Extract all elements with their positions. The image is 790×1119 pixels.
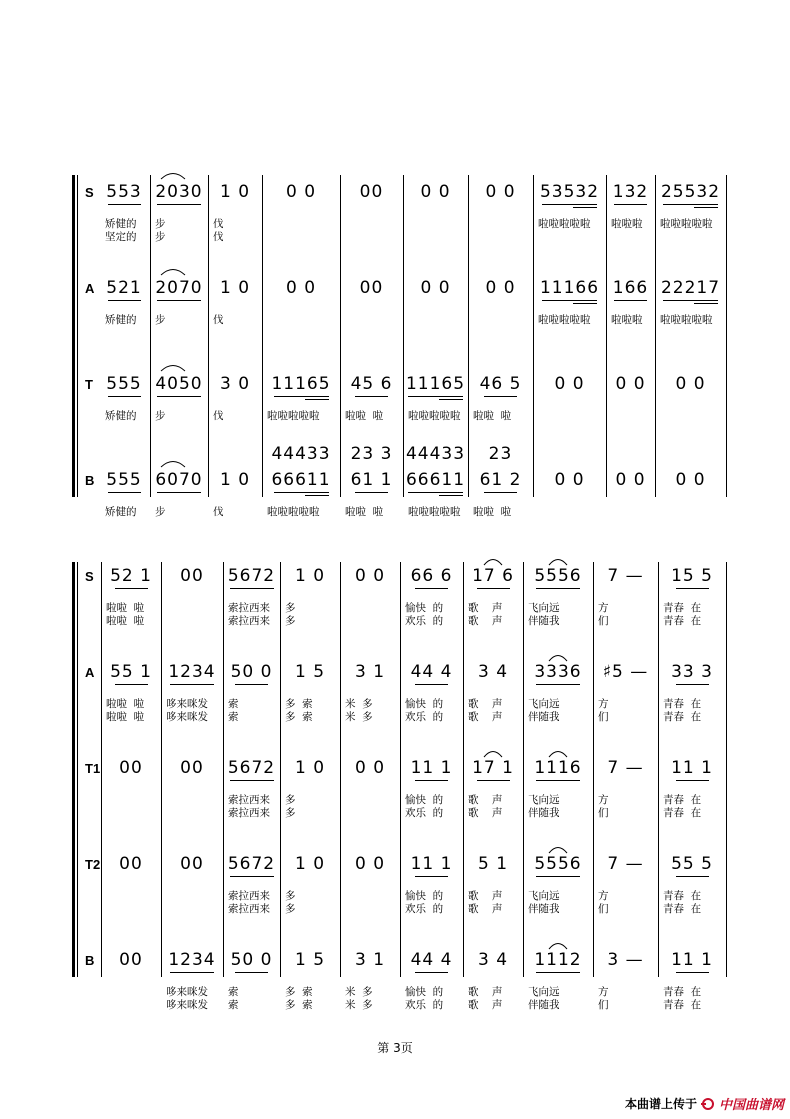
beam-line — [415, 876, 448, 877]
lyric: 啦啦 啦 啦啦 啦 — [106, 602, 145, 627]
measure-notes: 0 0 — [554, 470, 585, 490]
measure-notes: 4050 — [155, 374, 203, 394]
footer-text: 本曲谱上传于 — [624, 1097, 697, 1111]
slur-mark — [483, 748, 503, 758]
barline — [655, 175, 656, 497]
beam-line — [274, 396, 329, 397]
beam-line — [274, 492, 329, 493]
lyric: 伐 — [213, 506, 224, 518]
page-number: 第 3页 — [377, 1041, 413, 1055]
lyric: 米 多 米 多 — [345, 986, 373, 1011]
beam-line — [170, 972, 214, 973]
part-label: B — [85, 473, 95, 488]
beam-line — [484, 492, 517, 493]
measure-notes: 5672 — [227, 566, 276, 586]
slur-mark — [160, 266, 186, 276]
part-label: A — [85, 665, 95, 680]
beam-line — [439, 399, 463, 400]
measure-notes: 0 0 — [485, 182, 516, 202]
measure-notes: 00 — [119, 950, 143, 970]
barline — [463, 562, 464, 977]
lyric: 青春 在 青春 在 — [663, 890, 702, 915]
measure-notes: 5 1 — [477, 854, 509, 874]
beam-line — [542, 204, 597, 205]
system-bracket — [72, 562, 75, 977]
measure-notes: 3 1 — [354, 950, 386, 970]
measure-notes: 3 1 — [354, 662, 386, 682]
measure-notes: 0 0 — [285, 278, 317, 298]
lyric: 方 们 — [598, 890, 609, 915]
lyric: 歌 声 歌 声 — [468, 794, 503, 819]
slur-mark — [548, 652, 568, 662]
lyric: 米 多 米 多 — [345, 698, 373, 723]
beam-line — [305, 495, 329, 496]
lyric: 方 们 — [598, 602, 609, 627]
lyric: 啦啦啦啦啦 — [538, 218, 591, 230]
beam-line — [157, 204, 201, 205]
measure-notes: 0 0 — [675, 374, 706, 394]
lyric: 飞向远 伴随我 — [528, 794, 560, 819]
part-label: A — [85, 281, 95, 296]
lyric: 歌 声 歌 声 — [468, 698, 503, 723]
measure-notes: 11166 — [539, 278, 600, 298]
slur-mark — [160, 362, 186, 372]
measure-notes: 55 5 — [671, 854, 713, 874]
beam-line — [235, 684, 268, 685]
measure-notes: 11 1 — [410, 854, 453, 874]
measure-notes: 0 0 — [485, 278, 516, 298]
measure-notes: 3 4 — [477, 662, 509, 682]
lyric: 啦啦啦啦啦 — [267, 506, 320, 518]
lyric: 啦啦啦啦啦 — [408, 506, 461, 518]
measure-notes: 25532 — [660, 182, 721, 202]
lyric: 飞向远 伴随我 — [528, 986, 560, 1011]
lyric: 步 — [155, 410, 166, 422]
beam-line — [408, 396, 463, 397]
measure-notes: 0 0 — [285, 182, 317, 202]
lyric: 伐 — [213, 314, 224, 326]
measure-notes: 44 4 — [410, 662, 453, 682]
measure-notes: 2030 — [155, 182, 203, 202]
measure-notes: 1 5 — [294, 662, 326, 682]
measure-notes: 1 0 — [219, 182, 251, 202]
barline — [280, 562, 281, 977]
measure-notes: 0 0 — [354, 758, 386, 778]
slur-mark — [483, 556, 503, 566]
lyric: 飞向远 伴随我 — [528, 890, 560, 915]
measure-notes: 132 — [612, 182, 649, 202]
measure-notes: 1 0 — [219, 470, 251, 490]
barline — [208, 175, 209, 497]
beam-line — [115, 588, 148, 589]
barline — [606, 175, 607, 497]
beam-line — [170, 684, 214, 685]
measure-notes: 3 0 — [219, 374, 251, 394]
part-label: T1 — [85, 761, 101, 776]
beam-line — [536, 588, 580, 589]
site-footer — [625, 1094, 784, 1113]
measure-notes: 00 — [119, 758, 143, 778]
lyric: 哆来咪发 哆来咪发 — [166, 986, 208, 1011]
measure-notes: 00 — [359, 278, 384, 298]
beam-line — [355, 396, 388, 397]
beam-line — [230, 588, 274, 589]
measure-notes: 0 0 — [354, 854, 386, 874]
measure-notes: 1 0 — [219, 278, 251, 298]
lyric: 多 多 — [285, 794, 296, 819]
slur-mark — [548, 556, 568, 566]
lyric: 啦啦啦啦啦 — [408, 410, 461, 422]
beam-line — [408, 492, 463, 493]
site-logo-icon — [700, 1097, 716, 1111]
measure-notes: 7 — — [607, 854, 644, 874]
barline — [77, 175, 78, 497]
measure-notes: 11165 — [405, 374, 466, 394]
measure-notes: 11 1 — [671, 758, 713, 778]
measure-notes: 1112 — [534, 950, 582, 970]
measure-notes: 1 0 — [294, 758, 326, 778]
measure-notes: 66611 — [271, 470, 331, 490]
measure-notes: 555 — [106, 374, 142, 394]
lyric: 愉快 的 欢乐 的 — [405, 890, 444, 915]
lyric: 方 们 — [598, 794, 609, 819]
lyric: 愉快 的 欢乐 的 — [405, 794, 444, 819]
lyric: 伐 — [213, 410, 224, 422]
measure-notes: 3 — — [607, 950, 644, 970]
slur-mark — [548, 844, 568, 854]
measure-notes: 5672 — [227, 758, 276, 778]
lyric: 哆来咪发 哆来咪发 — [166, 698, 208, 723]
lyric: 索 索 — [228, 698, 239, 723]
beam-line — [108, 492, 141, 493]
measure-notes: 22217 — [660, 278, 721, 298]
measure-notes: 5556 — [534, 566, 582, 586]
measure-notes-upper: 23 — [488, 444, 513, 464]
measure-notes: 3 4 — [477, 950, 509, 970]
footer-brand[interactable]: 中国曲谱网 — [718, 1098, 784, 1113]
beam-line — [536, 780, 580, 781]
measure-notes: 17 1 — [472, 758, 514, 778]
lyric: 多 多 — [285, 602, 296, 627]
lyric: 啦啦啦 — [611, 314, 643, 326]
beam-line — [573, 303, 597, 304]
lyric: 青春 在 青春 在 — [663, 794, 702, 819]
measure-notes: 00 — [180, 854, 204, 874]
lyric: 啦啦 啦 — [345, 506, 384, 518]
measure-notes: 7 — — [607, 566, 644, 586]
lyric: 矫健的 — [105, 410, 137, 422]
measure-notes: 1 5 — [294, 950, 326, 970]
lyric: 索 索 — [228, 986, 239, 1011]
lyric: 愉快 的 欢乐 的 — [405, 698, 444, 723]
measure-notes: 44 4 — [410, 950, 453, 970]
lyric: 青春 在 青春 在 — [663, 698, 702, 723]
measure-notes: 0 0 — [354, 566, 386, 586]
beam-line — [230, 780, 274, 781]
beam-line — [355, 492, 388, 493]
lyric: 愉快 的 欢乐 的 — [405, 986, 444, 1011]
lyric: 多 索 多 索 — [285, 986, 313, 1011]
measure-notes: 0 0 — [615, 470, 646, 490]
beam-line — [542, 300, 597, 301]
barline — [593, 562, 594, 977]
lyric: 飞向远 伴随我 — [528, 602, 560, 627]
beam-line — [536, 684, 580, 685]
barline — [340, 562, 341, 977]
lyric: 多 多 — [285, 890, 296, 915]
part-label: B — [85, 953, 95, 968]
beam-line — [305, 399, 329, 400]
barline — [403, 175, 404, 497]
measure-notes: 0 0 — [554, 374, 585, 394]
lyric: 索拉西来 索拉西来 — [228, 602, 270, 627]
barline — [77, 562, 78, 977]
lyric: 索拉西来 索拉西来 — [228, 890, 270, 915]
beam-line — [663, 204, 718, 205]
lyric: 啦啦啦啦啦 — [538, 314, 591, 326]
beam-line — [477, 780, 510, 781]
beam-line — [614, 300, 647, 301]
part-label: T — [85, 377, 93, 392]
measure-notes-upper: 44433 — [271, 444, 331, 464]
beam-line — [235, 972, 268, 973]
beam-line — [676, 684, 709, 685]
measure-notes: 52 1 — [110, 566, 152, 586]
lyric: 啦啦 啦 — [473, 410, 512, 422]
measure-notes: 46 5 — [479, 374, 522, 394]
measure-notes: 555 — [106, 470, 142, 490]
barline — [533, 175, 534, 497]
lyric: 伐 伐 — [213, 218, 224, 243]
lyric: 多 索 多 索 — [285, 698, 313, 723]
measure-notes: 66611 — [405, 470, 466, 490]
part-label: T2 — [85, 857, 101, 872]
measure-notes: 00 — [180, 758, 204, 778]
slur-mark — [548, 940, 568, 950]
barline — [726, 562, 727, 977]
barline — [523, 562, 524, 977]
beam-line — [415, 972, 448, 973]
measure-notes: 1 0 — [294, 854, 326, 874]
lyric: 索拉西来 索拉西来 — [228, 794, 270, 819]
lyric: 啦啦啦啦啦 — [267, 410, 320, 422]
lyric: 啦啦啦 — [611, 218, 643, 230]
lyric: 歌 声 歌 声 — [468, 986, 503, 1011]
slur-mark — [548, 748, 568, 758]
measure-notes: 00 — [119, 854, 143, 874]
measure-notes: 6070 — [155, 470, 203, 490]
barline — [400, 562, 401, 977]
beam-line — [676, 588, 709, 589]
beam-line — [694, 303, 718, 304]
measure-notes: 45 6 — [350, 374, 393, 394]
barline — [161, 562, 162, 977]
beam-line — [115, 684, 148, 685]
beam-line — [676, 876, 709, 877]
lyric: 矫健的 — [105, 314, 137, 326]
beam-line — [108, 300, 141, 301]
measure-notes: 15 5 — [671, 566, 713, 586]
lyric: 步 步 — [155, 218, 166, 243]
measure-notes-upper: 44433 — [405, 444, 466, 464]
lyric: 步 — [155, 314, 166, 326]
beam-line — [108, 396, 141, 397]
barline — [223, 562, 224, 977]
measure-notes: 00 — [180, 566, 204, 586]
measure-notes: 2070 — [155, 278, 203, 298]
beam-line — [484, 396, 517, 397]
beam-line — [439, 495, 463, 496]
measure-notes: 0 0 — [615, 374, 646, 394]
measure-notes: 166 — [612, 278, 649, 298]
measure-notes: 50 0 — [230, 662, 273, 682]
beam-line — [663, 300, 718, 301]
slur-mark — [160, 458, 186, 468]
measure-notes: 00 — [359, 182, 384, 202]
beam-line — [415, 780, 448, 781]
beam-line — [676, 780, 709, 781]
lyric: 方 们 — [598, 986, 609, 1011]
measure-notes: 66 6 — [410, 566, 453, 586]
beam-line — [108, 204, 141, 205]
measure-notes: 0 0 — [420, 182, 451, 202]
lyric: 啦啦 啦 — [345, 410, 384, 422]
beam-line — [415, 588, 448, 589]
beam-line — [536, 876, 580, 877]
measure-notes: 5556 — [534, 854, 582, 874]
lyric: 方 们 — [598, 698, 609, 723]
lyric: 青春 在 青春 在 — [663, 986, 702, 1011]
beam-line — [573, 207, 597, 208]
lyric: 青春 在 青春 在 — [663, 602, 702, 627]
measure-notes: 5672 — [227, 854, 276, 874]
beam-line — [694, 207, 718, 208]
beam-line — [157, 492, 201, 493]
measure-notes: 521 — [106, 278, 142, 298]
lyric: 飞向远 伴随我 — [528, 698, 560, 723]
system-bracket — [72, 175, 75, 497]
measure-notes: 3336 — [534, 662, 582, 682]
lyric: 啦啦 啦 啦啦 啦 — [106, 698, 145, 723]
lyric: 步 — [155, 506, 166, 518]
lyric: 啦啦啦啦啦 — [660, 218, 713, 230]
lyric: 啦啦 啦 — [473, 506, 512, 518]
barline — [468, 175, 469, 497]
barline — [726, 175, 727, 497]
slur-mark — [160, 170, 186, 180]
barline — [150, 175, 151, 497]
measure-notes: 17 6 — [472, 566, 514, 586]
measure-notes: 53532 — [539, 182, 600, 202]
part-label: S — [85, 185, 94, 200]
measure-notes: 55 1 — [110, 662, 152, 682]
barline — [262, 175, 263, 497]
lyric: 歌 声 歌 声 — [468, 602, 503, 627]
measure-notes: 11 1 — [410, 758, 453, 778]
measure-notes: 11 1 — [671, 950, 713, 970]
measure-notes: 0 0 — [675, 470, 706, 490]
part-label: S — [85, 569, 94, 584]
measure-notes: 33 3 — [671, 662, 713, 682]
lyric: 矫健的 — [105, 506, 137, 518]
beam-line — [230, 876, 274, 877]
measure-notes: 1116 — [534, 758, 582, 778]
beam-line — [157, 300, 201, 301]
beam-line — [614, 204, 647, 205]
beam-line — [536, 972, 580, 973]
lyric: 矫健的 坚定的 — [105, 218, 137, 243]
barline — [340, 175, 341, 497]
barline — [658, 562, 659, 977]
lyric: 歌 声 歌 声 — [468, 890, 503, 915]
measure-notes-upper: 23 3 — [350, 444, 393, 464]
barline — [101, 562, 102, 977]
measure-notes: 61 2 — [479, 470, 522, 490]
measure-notes: 7 — — [607, 758, 644, 778]
measure-notes: 1234 — [168, 950, 216, 970]
measure-notes: 1 0 — [294, 566, 326, 586]
measure-notes: 1234 — [168, 662, 216, 682]
measure-notes: 0 0 — [420, 278, 451, 298]
lyric: 啦啦啦啦啦 — [660, 314, 713, 326]
beam-line — [477, 588, 510, 589]
measure-notes: 11165 — [271, 374, 331, 394]
beam-line — [676, 972, 709, 973]
measure-notes: 61 1 — [350, 470, 393, 490]
measure-notes: 553 — [106, 182, 142, 202]
measure-notes: ♯5 — — [602, 662, 649, 682]
lyric: 愉快 的 欢乐 的 — [405, 602, 444, 627]
measure-notes: 50 0 — [230, 950, 273, 970]
beam-line — [415, 684, 448, 685]
beam-line — [157, 396, 201, 397]
